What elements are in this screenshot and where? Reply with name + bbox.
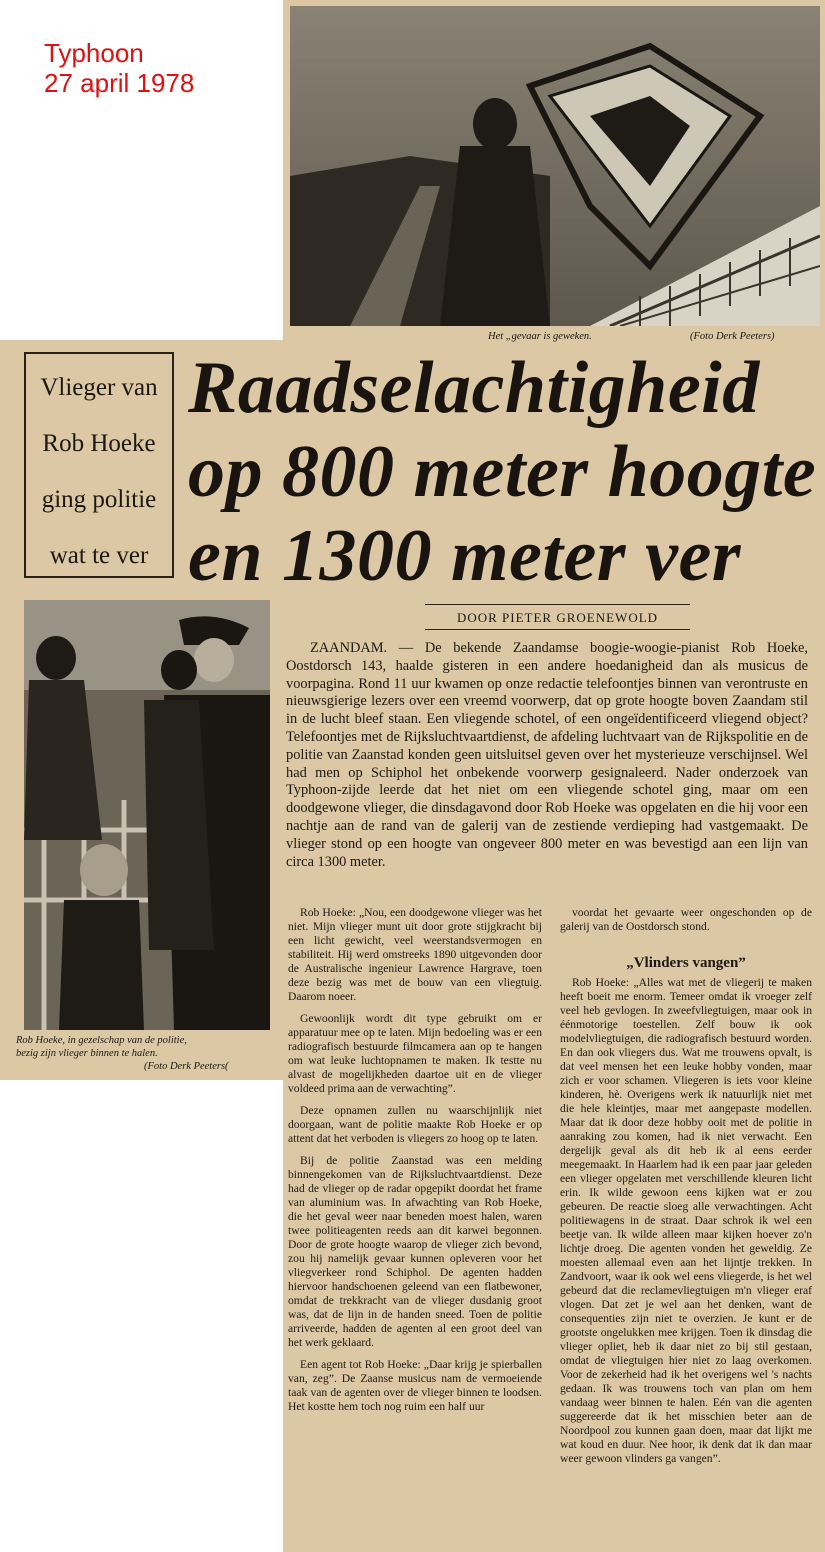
lead-paragraph xyxy=(286,640,808,900)
headline xyxy=(188,346,816,598)
left-photo-caption xyxy=(16,1034,272,1073)
kicker-box xyxy=(24,352,174,578)
column-1-paragraph: Deze opnamen zullen nu waarschijnlijk niet doorgaan, want de politie maakte Rob Hoeke er op attent dat het verboden is vliegers zo hoog op te laten. xyxy=(288,1104,542,1145)
column-1-paragraph: Gewoonlijk wordt dit type gebruikt om er apparatuur mee op te laten. Mijn bedoeling was er een radiografisch bestuurde filmcamera aan op te hangen om wat leuke luchtopnamen te maken. Ik testte nu alvast de mogelijkheden daartoe uit en de vlieger voldeed prima aan de verwachting”. xyxy=(288,1012,542,1095)
byline-rule-bottom xyxy=(425,629,690,630)
subheading: „Vlinders vangen” xyxy=(626,955,746,971)
column-1-paragraph: Rob Hoeke: „Nou, een doodgewone vlieger was het niet. Mijn vlieger munt uit door grote stijgkracht bij een licht gewicht, veel weerstandsvermogen en stabiliteit. Hij werd omstreeks 1890 uitgevonden door de Australische ingenieur Lawrence Hargrave, toen deze bezig was met de bouw van een vliegtuig. Daarom noeer. xyxy=(288,906,542,1003)
kicker-line: Vlieger van xyxy=(40,374,158,401)
top-photo-caption: Het „gevaar is geweken. xyxy=(488,331,592,342)
kicker-line: Rob Hoeke xyxy=(42,430,156,457)
column-1-paragraph: Een agent tot Rob Hoeke: „Daar krijg je spierballen van, zeg”. De Zaanse musicus nam de vermoeiende taak van de agenten over de vlieger binnen te loodsen. Het kostte hem toch nog ruim een half uur xyxy=(288,1358,542,1413)
police-photo xyxy=(24,600,270,1030)
kicker-line: ging politie xyxy=(41,486,157,513)
headline-line: Raadselachtigheid xyxy=(188,347,760,429)
column-2-continuation: voordat het gevaarte weer ongeschonden op de galerij van de Oostdorsch stond. xyxy=(560,906,812,933)
kite-photo xyxy=(290,6,820,326)
left-photo-credit: (Foto Derk Peeters( xyxy=(144,1061,229,1072)
byline: DOOR PIETER GROENEWOLD xyxy=(456,610,659,625)
annotation-title: Typhoon xyxy=(44,38,144,68)
left-photo-caption-line: Rob Hoeke, in gezelschap van de politie, xyxy=(16,1035,187,1046)
annotation-date: 27 april 1978 xyxy=(44,68,195,98)
article-column-2 xyxy=(560,906,812,1546)
kicker-line: wat te ver xyxy=(49,542,149,569)
annotation-tag xyxy=(44,38,194,98)
headline-line: op 800 meter hoogte xyxy=(188,431,817,513)
lead-text: ZAANDAM. — De bekende Zaandamse boogie-woogie-pianist Rob Hoeke, Oostdorsch 143, haalde gisteren in een andere hoedanigheid dan als musicus de voorpagina. Rond 11 uur kwamen op onze redactie telefoontjes binnen van verontruste en nieuwsgierige lezers over een vreemd voorwerp, dat op grote hoogte boven Zaandam stil in de lucht bleef staan. Een vliegende schotel, of een ongeïdentificeerd vliegend object? Telefoontjes met de Rijksluchtvaartdienst, de afdeling luchtvaart van de Rijkspolitie en de politie van Zaanstad konden geen uitsluitsel geven over het mysterieuze verschijnsel. Wel had men op Schiphol het onbekende voorwerp gesignaleerd. Nader onderzoek van Typhoon-zijde leerde dat het niet om een vliegende schotel ging, maar om een doodgewone vlieger, die dinsdagavond door Rob Hoeke was opgelaten en die hij voor een nachtje aan de rand van de galerij van de zestiende verdieping had vastgemaakt. De vlieger stond op een hoogte van ongeveer 800 meter en was bevestigd aan een lijn van circa 1300 meter. xyxy=(286,640,808,870)
top-photo-credit: (Foto Derk Peeters) xyxy=(690,331,775,342)
column-1-paragraph: Bij de politie Zaanstad was een melding binnengekomen van de Rijksluchtvaartdienst. Deze had de vlieger op de radar opgepikt doordat het frame van aluminium was. In afwachting van Rob Hoeke, die het geval weer naar beneden moest halen, waren twee politieagenten reeds aan dit karwei begonnen. Door de grote hoogte waarop de vlieger zich bevond, zou hij namelijk gevaar kunnen opleveren voor het vliegverkeer rond Schiphol. De agenten hadden hiervoor handschoenen geleend van een flatbewoner, omdat de trekkracht van de vlieger dusdanig groot was, dat de lijn in de handen sneed. Toen de politie arriveerde, hadden de agenten al een groot deel van het werk geklaard. xyxy=(288,1154,542,1349)
column-2-paragraph: Rob Hoeke: „Alles wat met de vliegerij te maken heeft boeit me enorm. Temeer omdat ik vroeger zelf veel heb gevlogen. In zweefvliegtuigen, maar ook in éénmotorige toestellen. Zelf bouw ik ook modelvliegtuigen, die radiografisch bestuurd worden. En dan ook vliegers dus. Wat me trouwens opvalt, is dat veel mensen het een leuke hobby vonden, maar zich er voor schamen. Vliegeren is iets voor kleine kinderen, hè. Overigens werk ik natuurlijk niet met die hele kleintjes, maar met aangepaste modellen. Maar dat ik door deze hobby ooit met de politie in aanraking zou komen, had ik niet verwacht. Een dergelijk geval als dit heb ik al eens eerder meegemaakt. In Haarlem had ik een paar jaar geleden een vlieger opgelaten met verschillende kleuren licht erin. Ik wilde gewoon eens kijken wat er zou gebeuren. De reactie sloeg alle verwachtingen. Acht politiewagens in de straat. Daar schrok ik wel een beetje van. Ik wilde alleen maar kijken hoever zo'n lichtje droeg. Die agenten vonden het geweldig. Ze moesten allemaal even aan het lijntje trekken. In Zandvoort, waar ik ook wel eens vliegerde, is het wel gebeurd dat die reclamevliegtuigen m'n vlieger eraf vlogen. Dat zet je wel aan het denken, want de consequenties zijn niet te overzien. Je kunt er de grootste ongelukken mee krijgen. Toen ik dinsdag die vlieger opliet, heb ik daar niet zo bij stil gestaan, omdat de vliegtuigen hier niet zo laag overkomen. Voor de zekerheid had ik het overigens wel 's nachts gedaan. Ik was trouwens toch van plan om hem vandaag weer binnen te halen. Eén van die agenten suggereerde dat ik het misschien beter aan de Noordpool zou kunnen gaan doen, maar dat lijkt me wat koud en duur. Nee hoor, ik denk dat ik dan maar weer gewoon vlinders ga vangen”. xyxy=(560,976,812,1465)
left-photo-caption-line: bezig zijn vlieger binnen te halen. xyxy=(16,1048,158,1059)
article-column-1 xyxy=(288,906,542,1546)
headline-line: en 1300 meter ver xyxy=(188,515,742,597)
byline-rule-top xyxy=(425,604,690,605)
